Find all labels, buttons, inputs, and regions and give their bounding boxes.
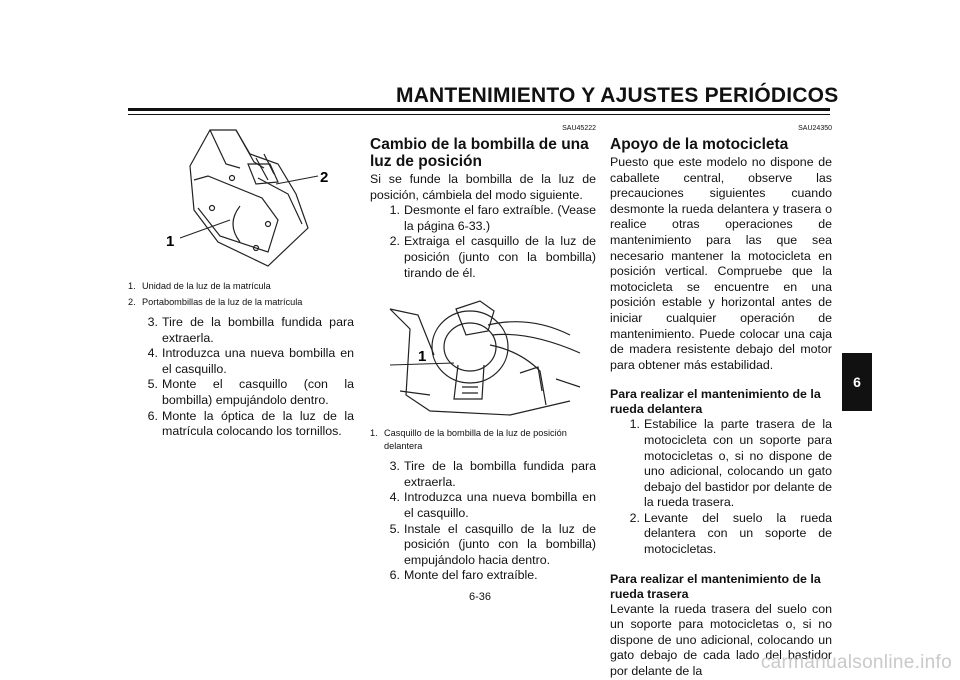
section-code: SAU24350 [798,125,832,132]
step-item: 5. Monte el casquillo (con la bombilla) empujándolo dentro. [147,377,354,407]
step-item: 3. Tire de la bombilla fundida para extraerla. [389,459,596,489]
column-1 [128,124,354,440]
header-rule-thick [128,108,830,111]
figure-caption [370,427,596,453]
step-item: 4. Introduzca una nueva bombilla en el casquillo. [389,490,596,520]
header-rule-thin [128,114,830,115]
caption-item: 1. Casquillo de la bombilla de la luz de posición delantera [370,428,567,452]
step-item: 2. Extraiga el casquillo de la luz de posición (junto con la bombilla) tirando de él. [389,234,596,280]
rear-wheel-heading: Para realizar el mantenimiento de la rueda trasera [610,571,821,601]
steps-list [610,417,832,557]
column-2 [370,124,596,584]
license-light-figure [128,124,354,272]
step-item: 4. Introduzca una nueva bombilla en el casquillo. [147,346,354,376]
chapter-tab: 6 [842,353,872,411]
page-number: 6-36 [468,591,492,603]
caption-item: 1. Unidad de la luz de la matrícula [128,281,271,291]
steps-list [370,459,596,584]
section-title: Cambio de la bombilla de una luz de posición [370,136,589,170]
column-3 [610,124,832,680]
step-item: 2. Levante del suelo la rueda delantera con un soporte de motocicletas. [629,510,832,557]
step-item: 1. Estabilice la parte trasera de la motocicleta con un soporte para motocicletas o, si no dispone de uno adicional, colocando un gato debajo del bastidor por delante de la rueda trasera. [629,417,832,510]
license-light-illustration [128,124,354,272]
caption-item: 2. Portabombillas de la luz de la matrícula [128,297,303,307]
position-light-figure [370,295,596,423]
callout-1: 1 [166,233,175,250]
figure-caption [128,280,354,309]
watermark: carmanualsonline.info [760,652,952,673]
front-wheel-heading: Para realizar el mantenimiento de la rueda delantera [610,387,821,417]
steps-list [128,315,354,440]
rear-wheel-text: Levante la rueda trasera del suelo con un soporte para motocicletas o, si no dispone de uno adicional, colocando un gato debajo de cada lado del bastidor por delante de la [610,601,832,679]
steps-list [370,203,596,281]
section-title: Apoyo de la motocicleta [610,136,789,153]
step-item: 5. Instale el casquillo de la luz de posición (junto con la bombilla) empujándolo hacia dentro. [389,521,596,567]
callout-2: 2 [320,169,329,186]
section-intro: Si se funde la bombilla de la luz de posición, cámbiela del modo siguiente. [370,172,596,202]
step-item: 6. Monte la óptica de la luz de la matrícula colocando los tornillos. [147,408,354,439]
step-item: 1. Desmonte el faro extraíble. (Vease la página 6-33.) [389,203,596,233]
position-light-illustration [370,295,596,423]
section-code: SAU45222 [562,125,596,132]
section-intro: Puesto que este modelo no dispone de caballete central, observe las precauciones siguientes cuando desmonte la rueda delantera y trasera o realice otras operaciones de mantenimiento para las que sea necesario mantener la motocicleta en posición vertical. Compruebe que la motocicleta se encuentre en una posición estable y horizontal antes de iniciar cualquier operación de mantenimiento. Puede colocar una caja de madera resistente debajo del motor para obtener más estabilidad. [610,155,832,372]
step-item: 3. Tire de la bombilla fundida para extraerla. [147,315,354,345]
callout-1: 1 [418,348,427,366]
step-item: 6. Monte del faro extraíble. [389,568,538,583]
page-title: MANTENIMIENTO Y AJUSTES PERIÓDICOS [396,84,839,107]
